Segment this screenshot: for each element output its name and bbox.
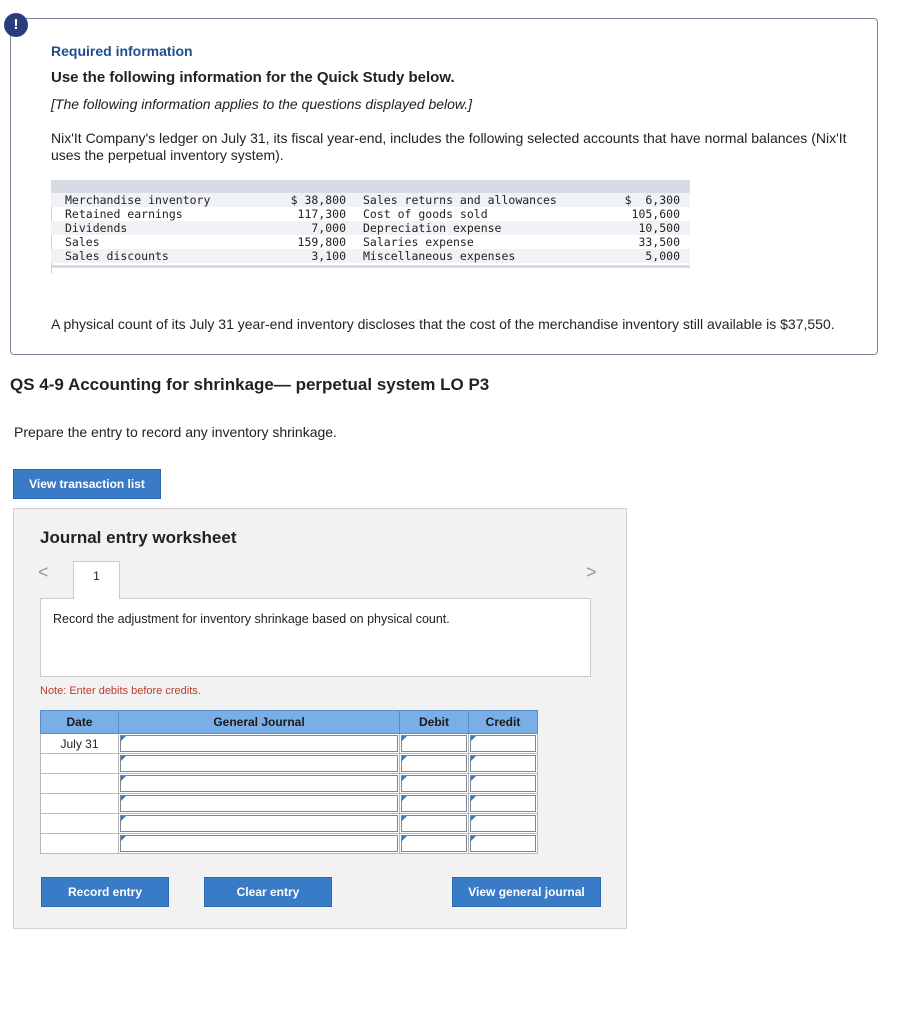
tab-entry-1[interactable]: 1 (73, 561, 120, 599)
credit-input[interactable] (470, 815, 536, 832)
date-cell (41, 814, 119, 834)
ledger-row: Dividends 7,000 Depreciation expense 10,500 (51, 221, 690, 235)
debit-input[interactable] (401, 735, 467, 752)
date-cell (41, 794, 119, 814)
table-row (41, 754, 538, 774)
table-row (41, 774, 538, 794)
debit-column-header: Debit (400, 711, 469, 734)
ledger-row: Retained earnings 117,300 Cost of goods sold 105,600 (65, 207, 680, 221)
table-row (41, 814, 538, 834)
credit-column-header: Credit (469, 711, 538, 734)
debit-input[interactable] (401, 835, 467, 852)
debit-input[interactable] (401, 795, 467, 812)
question-title: QS 4-9 Accounting for shrinkage— perpetual system LO P3 (10, 375, 490, 394)
table-row (41, 734, 538, 754)
general-journal-column-header: General Journal (119, 711, 400, 734)
credit-input[interactable] (470, 735, 536, 752)
clear-entry-button[interactable]: Clear entry (204, 877, 332, 907)
chevron-left-icon[interactable]: < (38, 562, 49, 582)
account-select[interactable] (120, 835, 398, 852)
question-prompt: Prepare the entry to record any inventory shrinkage. (14, 424, 337, 440)
credit-input[interactable] (470, 835, 536, 852)
account-select[interactable] (120, 795, 398, 812)
physical-count-paragraph: A physical count of its July 31 year-end inventory discloses that the cost of the merchandise inventory still available is $37,550. (51, 316, 835, 332)
required-info-panel (10, 18, 878, 355)
table-row (41, 834, 538, 854)
table-row (41, 794, 538, 814)
account-select[interactable] (120, 775, 398, 792)
account-select[interactable] (120, 755, 398, 772)
date-cell (41, 834, 119, 854)
credit-input[interactable] (470, 755, 536, 772)
account-select[interactable] (120, 815, 398, 832)
date-column-header: Date (41, 711, 119, 734)
instruction-box (40, 598, 591, 677)
credit-input[interactable] (470, 795, 536, 812)
record-entry-button[interactable]: Record entry (41, 877, 169, 907)
journal-table (40, 710, 538, 854)
alert-icon: ! (4, 13, 28, 37)
intro-paragraph: Nix'It Company's ledger on July 31, its fiscal year-end, includes the following selected accounts that have normal balances (Nix'It uses the perpetual inventory system). (51, 130, 847, 163)
view-transaction-list-button[interactable]: View transaction list (13, 469, 161, 499)
chevron-right-icon[interactable]: > (586, 562, 597, 582)
debit-input[interactable] (401, 775, 467, 792)
ledger-row: Merchandise inventory $ 38,800 Sales returns and allowances $ 6,300 (51, 193, 690, 207)
date-cell (41, 754, 119, 774)
credit-input[interactable] (470, 775, 536, 792)
journal-entry-worksheet (13, 508, 627, 929)
view-general-journal-button[interactable]: View general journal (452, 877, 601, 907)
required-info-title: Required information (51, 43, 193, 59)
account-select[interactable] (120, 735, 398, 752)
debit-input[interactable] (401, 755, 467, 772)
ledger-row: Sales 159,800 Salaries expense 33,500 (65, 235, 680, 249)
worksheet-title: Journal entry worksheet (40, 528, 237, 547)
instruction-text: Record the adjustment for inventory shrinkage based on physical count. (53, 612, 450, 626)
debit-input[interactable] (401, 815, 467, 832)
use-following-heading: Use the following information for the Quick Study below. (51, 69, 455, 86)
date-cell: July 31 (41, 734, 119, 754)
ledger-row: Sales discounts 3,100 Miscellaneous expenses 5,000 (51, 249, 690, 263)
ledger-table (51, 180, 690, 268)
date-cell (41, 774, 119, 794)
applies-note: [The following information applies to the questions displayed below.] (51, 96, 473, 112)
debit-credit-note: Note: Enter debits before credits. (40, 685, 201, 697)
